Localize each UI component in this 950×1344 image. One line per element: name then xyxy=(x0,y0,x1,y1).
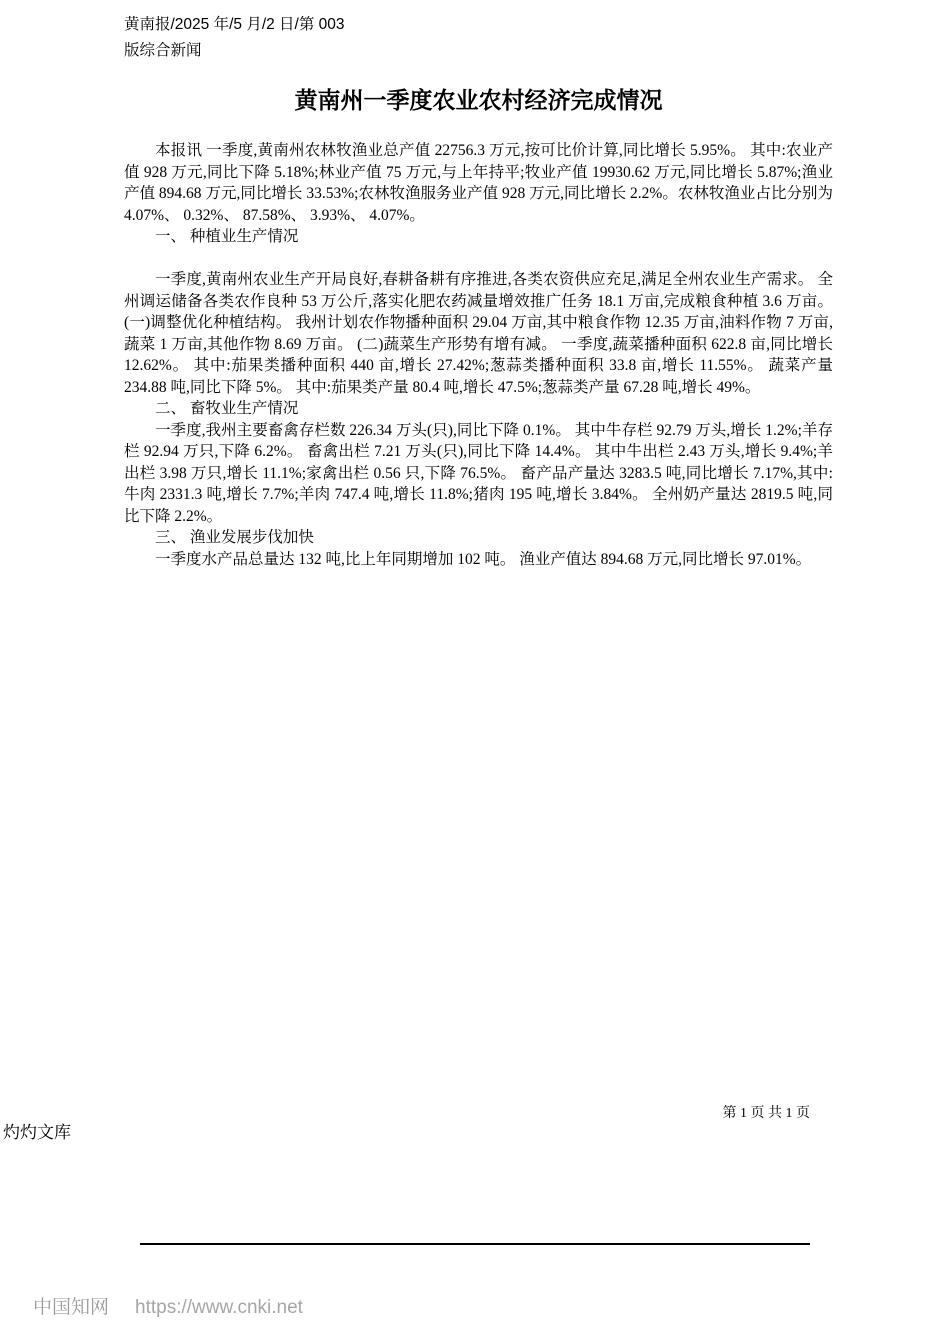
cnki-url-text: https://www.cnki.net xyxy=(135,1297,303,1318)
section-heading-3: 三、 渔业发展步伐加快 xyxy=(155,529,314,546)
publication-header-line1: 黄南报/2025 年/5 月/2 日/第 003 xyxy=(124,16,345,33)
article-paragraph-livestock: 一季度,我州主要畜禽存栏数 226.34 万头(只),同比下降 0.1%。 其中牛存栏 92.79 万头,增长 1.2%;羊存栏 92.94 万只,下降 6.2%。 畜禽出栏 7.21 万头(只),同比下降 14.4%。 其中牛出栏 2.43 万头,增长 9.4%;羊出栏 3.98 万只,增长 11.1%;家禽出栏 0.56 只,下降 76.5%。 畜产品产量达 3283.5 吨,同比增长 7.17%,其中:牛肉 2331.3 吨,增长 7.7%;羊肉 747.4 吨,增长 11.8%;猪肉 195 吨,增长 3.84%。 全州奶产量达 2819.5 吨,同比下降 2.2%。 xyxy=(124,421,833,525)
article-paragraph-fishery: 一季度水产品总量达 132 吨,比上年同期增加 102 吨。 渔业产值达 894.68 万元,同比增长 97.01%。 xyxy=(155,550,812,568)
section-heading-1: 一、 种植业生产情况 xyxy=(155,228,299,245)
page-number: 第 1 页 共 1 页 xyxy=(722,1106,810,1121)
article-paragraph-planting: 一季度,黄南州农业生产开局良好,春耕备耕有序推进,各类农资供应充足,满足全州农业生产需求。 全州调运储备各类农作良种 53 万公斤,落实化肥农药减量增效推广任务 18.1 万亩,完成粮食种植 3.6 万亩。 (一)调整优化种植结构。 我州计划农作物播种面积 29.04 万亩,其中粮食作物 12.35 万亩,油料作物 7 万亩,蔬菜 1 万亩,其他作物 8.69 万亩。 (二)蔬菜生产形势有增有减。 一季度,蔬菜播种面积 622.8 亩,同比增长 12.62%。 其中:茄果类播种面积 440 亩,增长 27.42%;葱蒜类播种面积 33.8 亩,增长 11.55%。 蔬菜产量 234.88 吨,同比下降 5%。 其中:茄果类产量 80.4 吨,增长 47.5%;葱蒜类产量 67.28 吨,增长 49%。 xyxy=(124,271,833,396)
publication-header xyxy=(124,12,833,64)
article-title: 黄南州一季度农业农村经济完成情况 xyxy=(294,87,663,113)
library-watermark: 灼灼文库 xyxy=(3,1123,71,1142)
cnki-brand-text: 中国知网 xyxy=(33,1297,110,1318)
section-heading-2: 二、 畜牧业生产情况 xyxy=(155,400,299,417)
document-content xyxy=(124,12,833,570)
article-body xyxy=(124,140,833,570)
publication-header-line2: 版综合新闻 xyxy=(124,42,202,59)
cnki-watermark xyxy=(33,1292,303,1319)
footer-divider-line xyxy=(140,1243,810,1245)
article-paragraph-lead: 本报讯 一季度,黄南州农林牧渔业总产值 22756.3 万元,按可比价计算,同比增长 5.95%。 其中:农业产值 928 万元,同比下降 5.18%;林业产值 75 万元,与上年持平;牧业产值 19930.62 万元,同比增长 5.87%;渔业产值 894.68 万元,同比增长 33.53%;农林牧渔服务业产值 928 万元,同比增长 2.2%。农林牧渔业占比分别为 4.07%、 0.32%、 87.58%、 3.93%、 4.07%。 xyxy=(124,142,833,224)
